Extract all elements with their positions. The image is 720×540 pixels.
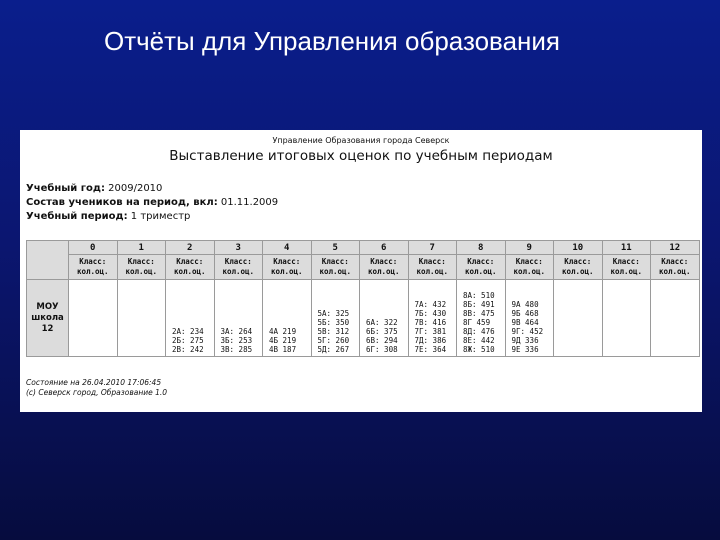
class-count: 2Б: 275 [172, 336, 204, 345]
class-count: 9В 464 [511, 318, 539, 327]
column-header-grade: 5 [311, 241, 360, 255]
class-count: 9Г: 452 [511, 327, 544, 336]
class-count: 3В: 285 [220, 345, 253, 354]
header-row-grade [27, 241, 700, 255]
column-subheader [505, 255, 554, 280]
subheader-line2: кол.оц. [125, 267, 158, 276]
class-count: 5А: 325 [317, 309, 350, 318]
column-header-grade: 10 [554, 241, 603, 255]
class-count: 3Б: 253 [220, 336, 253, 345]
subheader-line2: кол.оц. [319, 267, 352, 276]
class-count: 9Б 468 [511, 309, 539, 318]
subheader-line2: кол.оц. [173, 267, 206, 276]
subheader-line1: Класс: [418, 257, 446, 266]
column-subheader [214, 255, 263, 280]
table-corner-cell [27, 241, 69, 280]
class-count: 8В: 475 [463, 309, 495, 318]
class-count: 8Г 459 [463, 318, 491, 327]
subheader-line2: кол.оц. [561, 267, 594, 276]
column-header-grade: 0 [69, 241, 118, 255]
class-count: 6А: 322 [366, 318, 398, 327]
subheader-line1: Класс: [515, 257, 543, 266]
subheader-line1: Класс: [564, 257, 592, 266]
header-row-sub [27, 255, 700, 280]
row-label-line: МОУ [36, 301, 59, 312]
class-count: 4Б 219 [269, 336, 297, 345]
report-organization: Управление Образования города Северск [272, 136, 450, 145]
grade-cell [554, 280, 603, 357]
report-meta [26, 182, 278, 224]
grade-cell [360, 280, 409, 357]
column-header-grade: 12 [651, 241, 700, 255]
column-subheader [69, 255, 118, 280]
subheader-line1: Класс: [370, 257, 398, 266]
class-count: 2А: 234 [172, 327, 204, 336]
class-count: 3А: 264 [220, 327, 253, 336]
grade-cell [166, 280, 215, 357]
subheader-line1: Класс: [224, 257, 252, 266]
report-title: Выставление итоговых оценок по учебным периодам [169, 148, 553, 164]
column-subheader [360, 255, 409, 280]
class-count: 7Е: 364 [414, 345, 447, 354]
column-subheader [117, 255, 166, 280]
column-subheader [311, 255, 360, 280]
slide-title: Отчёты для Управления образования [104, 26, 560, 56]
class-count: 2В: 242 [172, 345, 204, 354]
class-count: 7Г: 381 [414, 327, 447, 336]
column-subheader [408, 255, 457, 280]
class-count: 5Д: 267 [317, 345, 350, 354]
grade-cell [602, 280, 651, 357]
column-subheader [166, 255, 215, 280]
grade-cell [311, 280, 360, 357]
grade-cell [408, 280, 457, 357]
row-label-line: школа [31, 312, 64, 323]
class-count: 4А 219 [269, 327, 297, 336]
column-header-grade: 7 [408, 241, 457, 255]
subheader-line2: кол.оц. [513, 267, 546, 276]
class-count: 7В: 416 [414, 318, 447, 327]
report-screenshot [20, 130, 702, 412]
row-label-line: 12 [41, 323, 54, 334]
table-row [27, 280, 700, 357]
meta-roster-date: Состав учеников на период, вкл: 01.11.2009 [26, 197, 279, 208]
column-header-grade: 3 [214, 241, 263, 255]
subheader-line1: Класс: [79, 257, 107, 266]
grade-cell [457, 280, 506, 357]
class-count: 5В: 312 [317, 327, 350, 336]
column-subheader [457, 255, 506, 280]
class-count: 5Б: 350 [317, 318, 350, 327]
subheader-line2: кол.оц. [367, 267, 400, 276]
class-count: 7А: 432 [414, 300, 447, 309]
grade-cell [263, 280, 312, 357]
subheader-line2: кол.оц. [222, 267, 255, 276]
column-subheader [651, 255, 700, 280]
column-subheader [263, 255, 312, 280]
subheader-line1: Класс: [127, 257, 155, 266]
footer-timestamp: Состояние на 26.04.2010 17:06:45 [26, 378, 162, 387]
grade-cell [214, 280, 263, 357]
subheader-line1: Класс: [612, 257, 640, 266]
subheader-line2: кол.оц. [610, 267, 643, 276]
column-header-grade: 1 [117, 241, 166, 255]
column-subheader [602, 255, 651, 280]
class-count: 6Б: 375 [366, 327, 398, 336]
column-header-grade: 4 [263, 241, 312, 255]
subheader-line2: кол.оц. [658, 267, 691, 276]
row-label-school [27, 280, 69, 357]
class-count: 8Б: 491 [463, 300, 495, 309]
class-count: 4В 187 [269, 345, 297, 354]
subheader-line2: кол.оц. [76, 267, 109, 276]
class-count: 6Г: 308 [366, 345, 398, 354]
column-subheader [554, 255, 603, 280]
grade-cell [651, 280, 700, 357]
meta-year: Учебный год: 2009/2010 [26, 183, 163, 194]
column-header-grade: 8 [457, 241, 506, 255]
footer-copyright: (c) Северск город, Образование 1.0 [26, 388, 168, 397]
column-header-grade: 2 [166, 241, 215, 255]
class-count: 5Г: 260 [317, 336, 350, 345]
subheader-line1: Класс: [467, 257, 495, 266]
grade-cell [69, 280, 118, 357]
subheader-line2: кол.оц. [270, 267, 303, 276]
column-header-grade: 11 [602, 241, 651, 255]
subheader-line1: Класс: [273, 257, 301, 266]
grade-cell [117, 280, 166, 357]
class-count: 8Ж: 510 [463, 345, 495, 354]
column-header-grade: 6 [360, 241, 409, 255]
subheader-line2: кол.оц. [464, 267, 497, 276]
class-count: 7Д: 386 [414, 336, 447, 345]
subheader-line1: Класс: [661, 257, 689, 266]
class-count: 7Б: 430 [414, 309, 447, 318]
class-count: 6В: 294 [366, 336, 398, 345]
class-count: 8Д: 476 [463, 327, 495, 336]
grades-table [26, 240, 700, 357]
meta-period: Учебный период: 1 триместр [26, 211, 191, 222]
class-count: 9А 480 [511, 300, 539, 309]
column-header-grade: 9 [505, 241, 554, 255]
class-count: 8А: 510 [463, 291, 495, 300]
subheader-line1: Класс: [321, 257, 349, 266]
subheader-line1: Класс: [176, 257, 204, 266]
class-count: 9Е 336 [511, 345, 539, 354]
subheader-line2: кол.оц. [416, 267, 449, 276]
class-count: 8Е: 442 [463, 336, 495, 345]
report-footer [26, 378, 167, 398]
grade-cell [505, 280, 554, 357]
class-count: 9Д 336 [511, 336, 539, 345]
